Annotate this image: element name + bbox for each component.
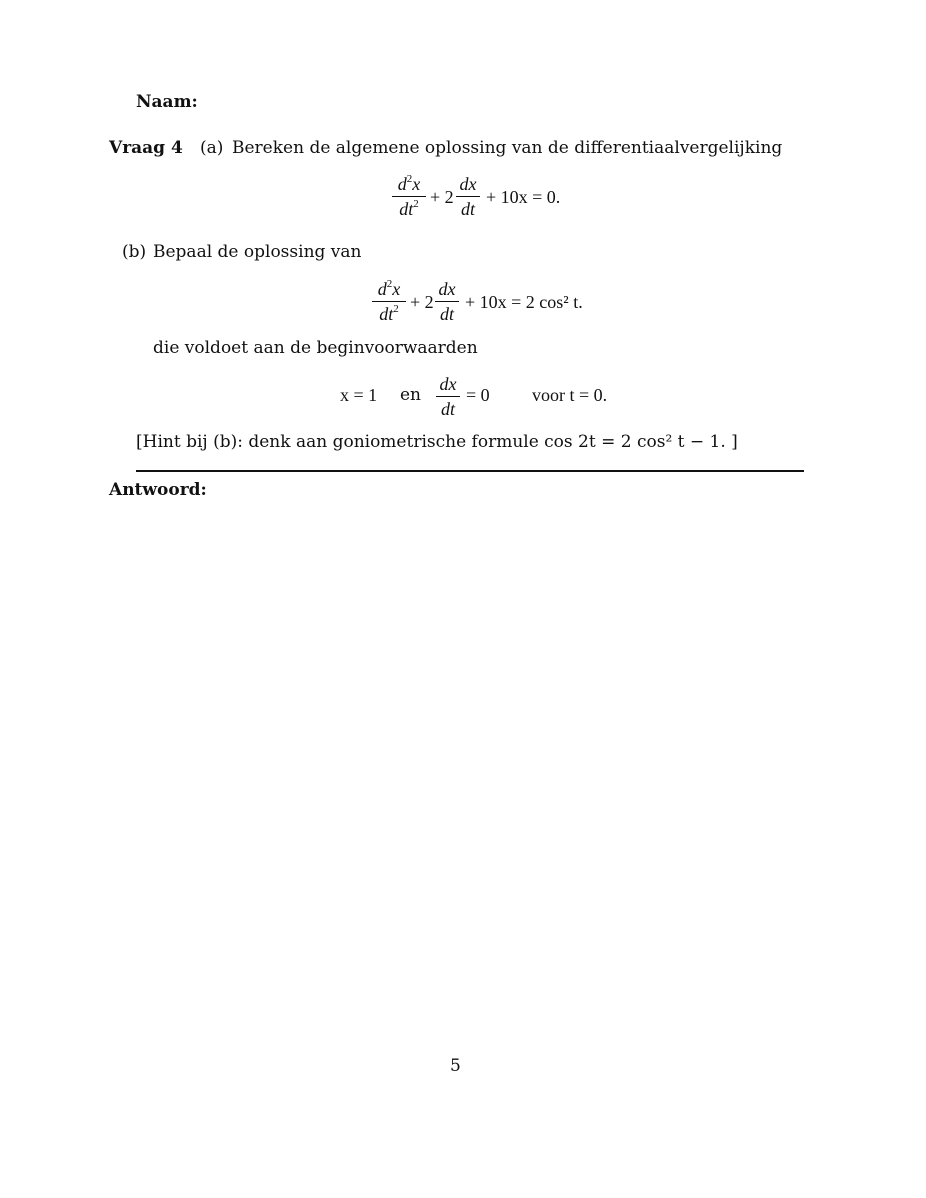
first-derivative-fraction: dx dt (435, 279, 459, 324)
initial-conditions (340, 374, 630, 424)
equation-b-rest: + 10x = 2 cos² t. (465, 292, 583, 312)
condition-en: en (400, 385, 422, 405)
part-a-label: (a) (200, 138, 224, 158)
conditions-intro: die voldoet aan de beginvoorwaarden (153, 338, 478, 358)
hint-text: [Hint bij (b): denk aan goniometrische formule cos 2t = 2 cos² t − 1. ] (136, 432, 738, 452)
equation-b (372, 279, 602, 329)
first-derivative-fraction: dx dt (456, 174, 480, 219)
part-b-label: (b) (122, 242, 147, 262)
part-b-text: Bepaal de oplossing van (153, 242, 362, 262)
condition-derivative-fraction: dx dt (436, 374, 460, 419)
condition-x: x = 1 (340, 385, 378, 405)
equation-a-rest: + 10x = 0. (486, 187, 561, 207)
answer-label: Antwoord: (109, 480, 207, 500)
condition-voor: voor t = 0. (532, 385, 608, 405)
name-label: Naam: (136, 92, 198, 112)
second-derivative-fraction: $d^2x$ $dt^2$ (392, 174, 426, 219)
second-derivative-fraction: $d^2x$ $dt^2$ (372, 279, 406, 324)
equation-b-plus2: + 2 (410, 292, 434, 312)
part-a-text: Bereken de algemene oplossing van de differentiaalvergelijking (232, 138, 783, 158)
question-label: Vraag 4 (109, 138, 183, 158)
equation-a-plus2: + 2 (430, 187, 454, 207)
page-number: 5 (450, 1056, 461, 1076)
separator-line (136, 470, 804, 472)
condition-eq0: = 0 (466, 385, 490, 405)
equation-a (392, 174, 577, 224)
